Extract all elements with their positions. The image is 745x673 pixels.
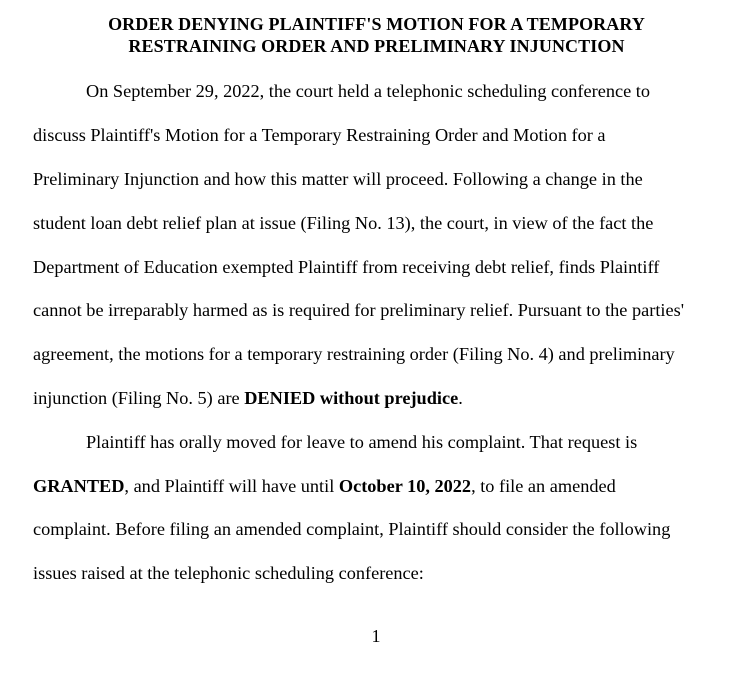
paragraph-line: Preliminary Injunction and how this matter will proceed. Following a change in the [33, 169, 643, 189]
document-title-line-2: RESTRAINING ORDER AND PRELIMINARY INJUNCTION [128, 36, 625, 56]
line-text: injunction (Filing No. 5) are [33, 388, 245, 408]
paragraph-line [33, 475, 616, 497]
paragraph-line [33, 387, 463, 409]
paragraph-line: complaint. Before filing an amended complaint, Plaintiff should consider the following [33, 519, 671, 539]
paragraph-line: Plaintiff has orally moved for leave to amend his complaint. That request is [86, 432, 638, 452]
paragraph-line: issues raised at the telephonic scheduling conference: [33, 563, 424, 583]
deadline-date: October 10, 2022 [338, 476, 472, 496]
line-text: , and Plaintiff will have until [124, 476, 339, 496]
line-text: . [458, 388, 463, 408]
ruling-granted: GRANTED [33, 476, 125, 496]
page-number: 1 [371, 626, 381, 646]
document-title-line-1: ORDER DENYING PLAINTIFF'S MOTION FOR A TEMPORARY [108, 14, 645, 34]
paragraph-line: Department of Education exempted Plaintiff from receiving debt relief, finds Plaintiff [33, 257, 660, 277]
paragraph-line: On September 29, 2022, the court held a telephonic scheduling conference to [86, 81, 650, 101]
paragraph-line: discuss Plaintiff's Motion for a Temporary Restraining Order and Motion for a [33, 125, 606, 145]
line-text: , to file an amended [471, 476, 616, 496]
ruling-denied: DENIED without prejudice [244, 388, 459, 408]
paragraph-line: student loan debt relief plan at issue (Filing No. 13), the court, in view of the fact the [33, 213, 654, 233]
paragraph-line: cannot be irreparably harmed as is required for preliminary relief. Pursuant to the parties' [33, 300, 685, 320]
paragraph-line: agreement, the motions for a temporary restraining order (Filing No. 4) and preliminary [33, 344, 675, 364]
